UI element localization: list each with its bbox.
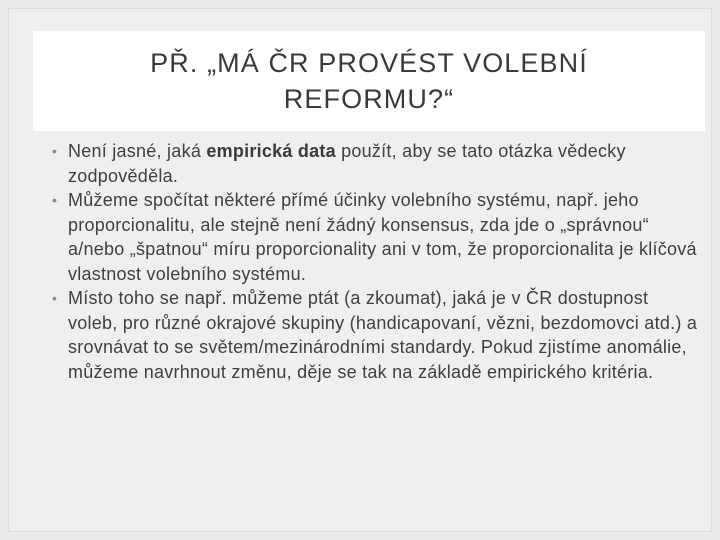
title-box [33, 31, 705, 131]
bullet-item-2 [50, 188, 700, 286]
slide-title: PŘ. „MÁ ČR PROVÉST VOLEBNÍ REFORMU?“ [150, 48, 588, 114]
slide-content [50, 139, 700, 384]
bullet-1-text-start: Není jasné, jaká [68, 141, 207, 161]
bullet-1-text-end: použít, aby se tato otázka vědecky zodpověděla. [68, 141, 626, 186]
bullet-icon: • [52, 143, 58, 159]
bullet-item-1 [50, 139, 700, 188]
bullet-3-text: Místo toho se např. můžeme ptát (a zkoumat), jaká je v ČR dostupnost voleb, pro různé okrajové skupiny (handicapovaní, vězni, bezdomovci atd.) a srovnávat to se světem/mezinárodními standardy. Pokud zjistíme anomálie, můžeme navrhnout změnu, děje se tak na základě empirického kritéria. [68, 288, 698, 382]
bullet-list [50, 139, 700, 384]
bullet-icon: • [52, 290, 58, 306]
bullet-2-text: Můžeme spočítat některé přímé účinky volebního systému, např. jeho proporcionalitu, ale stejně není žádný konsensus, zda jde o „správnou“ a/nebo „špatnou“ míru proporcionality ani v tom, že proporcionalita je klíčová vlastnost volebního systému. [68, 190, 697, 284]
bullet-1-emphasis: empirická data [206, 141, 336, 161]
bullet-icon: • [52, 192, 58, 208]
bullet-item-3 [50, 286, 700, 384]
